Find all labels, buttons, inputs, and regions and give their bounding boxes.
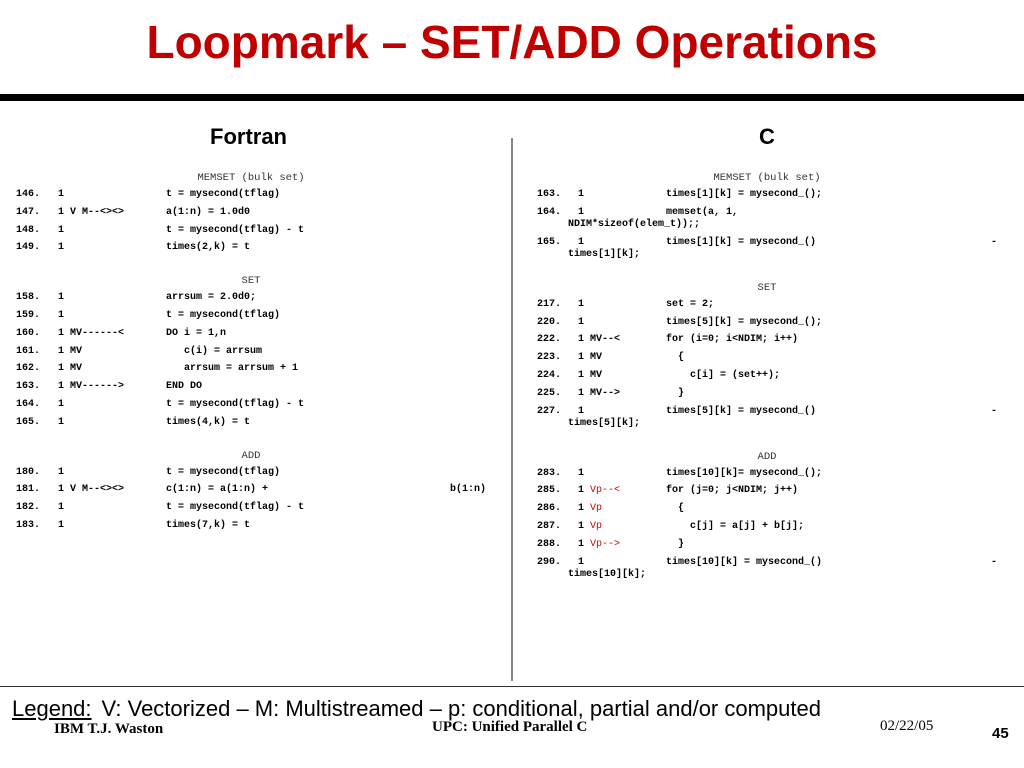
code-line: [16, 343, 486, 361]
loopmark-level: 1: [58, 309, 65, 321]
code-line: [16, 414, 486, 432]
loopmark-level: 1 V M--<><>: [58, 206, 125, 218]
loopmark-level: 1: [578, 405, 585, 417]
footer-date: 02/22/05: [880, 718, 934, 734]
loopmark: [578, 518, 602, 536]
legend-label: Legend:: [12, 696, 92, 721]
loopmark-level: 1: [578, 556, 585, 568]
loopmark-level: 1 MV: [578, 369, 603, 381]
section-title: SET: [241, 275, 261, 288]
slide-title: Loopmark – SET/ADD Operations: [146, 16, 878, 68]
loopmark-level: 1 MV: [58, 345, 83, 357]
line-number: 217.: [537, 298, 562, 310]
line-number: 182.: [16, 502, 41, 514]
line-number: 223.: [537, 352, 562, 364]
code-line: [537, 204, 997, 234]
loopmark: [58, 325, 124, 343]
code-text: times[5][k] = mysecond_();: [666, 316, 823, 328]
code-line: [537, 186, 997, 204]
section-title: ADD: [757, 450, 777, 463]
loopmark-level: 1: [578, 236, 585, 248]
code-continuation: times[1][k];: [568, 248, 641, 260]
section-gap: [16, 257, 486, 273]
loopmark: [578, 465, 584, 483]
code-text: c(1:n) = a(1:n) +: [166, 484, 269, 496]
code-text: {: [666, 503, 685, 515]
code-text: c[i] = (set++);: [666, 369, 781, 381]
line-number: 222.: [537, 334, 562, 346]
loopmark: [58, 517, 64, 535]
line-number: 283.: [537, 467, 562, 479]
line-number: 180.: [16, 466, 41, 478]
code-line: [16, 360, 486, 378]
loopmark-level: 1: [58, 416, 65, 428]
code-text: t = mysecond(tflag): [166, 189, 281, 200]
code-text: t = mysecond(tflag): [166, 466, 281, 478]
code-line: [16, 186, 486, 204]
loopmark-level: 1: [58, 242, 65, 254]
code-text: memset(a, 1,: [666, 206, 739, 218]
code-line: [537, 349, 997, 367]
loopmark: [578, 349, 602, 367]
loopmark-level: 1: [578, 189, 585, 200]
loopmark: [578, 186, 584, 204]
code-line: [16, 499, 486, 517]
line-number: 162.: [16, 363, 41, 375]
code-section-add: [16, 448, 486, 535]
loopmark: [58, 204, 124, 222]
line-number: 220.: [537, 316, 562, 328]
section-gap: [16, 432, 486, 448]
line-number: 164.: [537, 206, 562, 218]
loopmark: [578, 500, 602, 518]
loopmark-level: 1: [58, 502, 65, 514]
code-line: [16, 307, 486, 325]
code-text: set = 2;: [666, 298, 715, 310]
code-tail: b(1:n): [449, 484, 486, 496]
line-number: 147.: [16, 206, 41, 218]
code-line: [16, 481, 486, 499]
line-number: 183.: [16, 519, 41, 531]
line-number: 288.: [537, 538, 562, 550]
code-line: [537, 296, 997, 314]
loopmark: [58, 481, 124, 499]
loopmark-level: 1: [578, 467, 585, 479]
code-text: times[10][k] = mysecond_(): [666, 556, 823, 568]
legend: [12, 696, 821, 722]
code-text: times[5][k] = mysecond_(): [666, 405, 817, 417]
code-line: [537, 385, 997, 403]
loopmark: [578, 367, 602, 385]
section-title: MEMSET (bulk set): [713, 172, 821, 184]
line-number: 164.: [16, 398, 41, 410]
line-number: 224.: [537, 369, 562, 381]
section-title: SET: [757, 281, 777, 294]
code-text: t = mysecond(tflag) - t: [166, 224, 305, 236]
line-number: 148.: [16, 224, 41, 236]
line-number: 286.: [537, 503, 562, 515]
loopmark-level: 1: [578, 206, 585, 218]
section-gap: [537, 264, 997, 280]
loopmark: [578, 482, 620, 500]
code-text: times(4,k) = t: [166, 416, 251, 428]
loopmark-vector-partial: Vp--<: [590, 485, 621, 497]
loopmark-level: 1: [58, 466, 65, 478]
line-number: 227.: [537, 405, 562, 417]
loopmark: [58, 396, 64, 414]
c-heading: C: [759, 124, 775, 149]
c-code-panel: [537, 170, 997, 584]
line-number: 161.: [16, 345, 41, 357]
title-divider: [0, 94, 1024, 101]
code-section-set: [537, 280, 997, 433]
code-line: [16, 378, 486, 396]
code-line: [537, 482, 997, 500]
footer-divider: [0, 686, 1024, 687]
code-text: arrsum = arrsum + 1: [166, 363, 299, 375]
section-gap: [537, 433, 997, 449]
code-continuation: times[10][k];: [568, 568, 647, 580]
loopmark: [58, 239, 64, 257]
code-section-set: [16, 273, 486, 431]
code-text: for (j=0; j<NDIM; j++): [666, 485, 799, 497]
line-number: 163.: [16, 381, 41, 393]
legend-text: V: Vectorized – M: Multistreamed – p: conditional, partial and/or computed: [101, 696, 821, 721]
code-line: [537, 331, 997, 349]
code-line: [16, 222, 486, 240]
loopmark: [58, 499, 64, 517]
code-text: for (i=0; i<NDIM; i++): [666, 334, 799, 346]
loopmark-level: 1: [58, 224, 65, 236]
loopmark: [58, 464, 64, 482]
line-number: 149.: [16, 242, 41, 254]
loopmark: [58, 307, 64, 325]
loopmark-level: 1: [578, 316, 585, 328]
page-number: 45: [992, 725, 1009, 742]
loopmark-level: 1 MV------>: [58, 381, 125, 393]
loopmark: [58, 414, 64, 432]
section-title: MEMSET (bulk set): [197, 172, 305, 184]
code-text: times[10][k]= mysecond_();: [666, 467, 823, 479]
code-section-memset: [16, 170, 486, 257]
line-number: 159.: [16, 309, 41, 321]
code-text: a(1:n) = 1.0d0: [166, 206, 251, 218]
code-line: [537, 234, 997, 264]
code-text: times(2,k) = t: [166, 242, 251, 254]
code-continuation: times[5][k];: [568, 417, 641, 429]
loopmark-level: 1 MV-->: [578, 387, 621, 399]
code-line: [16, 289, 486, 307]
code-line: [16, 325, 486, 343]
code-text: }: [666, 387, 685, 399]
line-number: 163.: [537, 189, 562, 200]
code-tail: -: [990, 556, 997, 568]
code-text: DO i = 1,n: [166, 327, 227, 339]
loopmark: [58, 343, 82, 361]
loopmark-level: 1: [58, 189, 65, 200]
code-text: }: [666, 538, 685, 550]
code-text: c[j] = a[j] + b[j];: [666, 520, 805, 532]
section-title: ADD: [241, 449, 261, 462]
code-line: [537, 314, 997, 332]
loopmark: [578, 296, 584, 314]
line-number: 160.: [16, 327, 41, 339]
footer-title: UPC: Unified Parallel C: [432, 719, 588, 735]
code-text: t = mysecond(tflag): [166, 309, 281, 321]
code-line: [537, 403, 997, 433]
code-line: [16, 517, 486, 535]
code-line: [16, 239, 486, 257]
loopmark-level: 1: [578, 538, 585, 550]
code-line: [16, 464, 486, 482]
code-text: arrsum = 2.0d0;: [166, 292, 257, 304]
code-text: times[1][k] = mysecond_();: [666, 189, 823, 200]
code-text: t = mysecond(tflag) - t: [166, 502, 305, 514]
code-text: times[1][k] = mysecond_(): [666, 236, 817, 248]
loopmark-level: 1: [58, 398, 65, 410]
fortran-code-panel: [16, 170, 486, 535]
code-tail: -: [990, 405, 997, 417]
line-number: 287.: [537, 520, 562, 532]
fortran-heading: Fortran: [210, 124, 287, 149]
loopmark: [578, 314, 584, 332]
loopmark-level: 1 MV--<: [578, 334, 621, 346]
code-line: [537, 465, 997, 483]
loopmark: [58, 378, 124, 396]
code-line: [537, 554, 997, 584]
code-text: {: [666, 352, 685, 364]
loopmark: [578, 331, 620, 349]
line-number: 146.: [16, 189, 41, 200]
code-text: END DO: [166, 381, 203, 393]
code-continuation: NDIM*sizeof(elem_t));;: [568, 218, 701, 230]
code-section-add: [537, 449, 997, 584]
code-tail: -: [990, 236, 997, 248]
line-number: 158.: [16, 292, 41, 304]
code-line: [537, 500, 997, 518]
loopmark-level: 1 MV: [578, 352, 603, 364]
loopmark: [58, 289, 64, 307]
line-number: 181.: [16, 484, 41, 496]
line-number: 225.: [537, 387, 562, 399]
loopmark-level: 1 V M--<><>: [58, 484, 125, 496]
loopmark: [578, 536, 620, 554]
code-line: [16, 204, 486, 222]
line-number: 290.: [537, 556, 562, 568]
loopmark-level: 1 MV: [58, 363, 83, 375]
code-section-memset: [537, 170, 997, 264]
loopmark-level: 1: [578, 520, 585, 532]
code-text: t = mysecond(tflag) - t: [166, 398, 305, 410]
code-line: [537, 518, 997, 536]
line-number: 165.: [16, 416, 41, 428]
loopmark-level: 1: [58, 292, 65, 304]
loopmark: [578, 385, 620, 403]
code-line: [537, 367, 997, 385]
loopmark-level: 1: [578, 485, 585, 497]
code-text: c(i) = arrsum: [166, 345, 263, 357]
footer-organization: IBM T.J. Waston: [54, 721, 164, 737]
line-number: 165.: [537, 236, 562, 248]
loopmark-level: 1 MV------<: [58, 327, 125, 339]
loopmark-vector-partial: Vp: [590, 520, 603, 532]
loopmark-level: 1: [578, 503, 585, 515]
loopmark: [58, 360, 82, 378]
loopmark-level: 1: [58, 519, 65, 531]
code-line: [16, 396, 486, 414]
loopmark-level: 1: [578, 298, 585, 310]
loopmark-vector-partial: Vp-->: [590, 538, 621, 550]
loopmark-vector-partial: Vp: [590, 503, 603, 515]
code-line: [537, 536, 997, 554]
loopmark: [58, 186, 64, 204]
column-divider: [511, 138, 513, 681]
code-text: times(7,k) = t: [166, 519, 251, 531]
loopmark: [58, 222, 64, 240]
line-number: 285.: [537, 485, 562, 497]
